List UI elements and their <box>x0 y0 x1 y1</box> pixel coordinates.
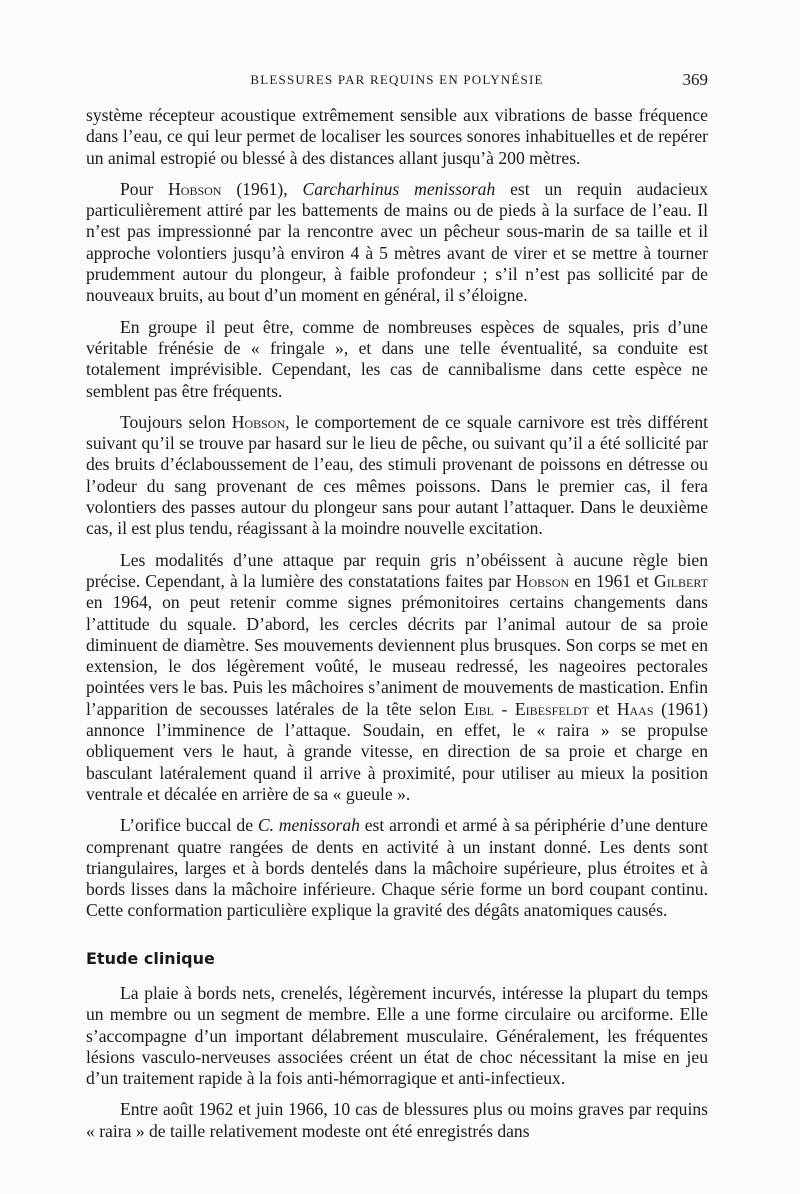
text-run: et <box>589 698 617 719</box>
paragraph-6 <box>86 815 708 921</box>
author-name: Hobson <box>515 570 570 591</box>
text-run: , le comportement de ce squale carnivore est très différent suivant qu’il se trouve par hasard sur le lieu de pêche, ou suivant qu’il a été sollicité par des bruits d’éclaboussement de l’eau, des stimuli provenant de poissons en détresse ou l’odeur du sang provenant de ces mêmes poissons. Dans le premier cas, il fera volontiers des passes autour du plongeur sans pour autant l’attaquer. Dans le deuxième cas, il est plus tendu, réagissant à la moindre nouvelle excitation. <box>86 411 709 539</box>
paragraph-1-text: système récepteur acoustique extrêmement sensible aux vibrations de basse fréquence dans l’eau, ce qui leur permet de localiser les sources sonores inhabituelles et de repérer un animal estropié ou blessé à des distances allant jusqu’à 200 mètres. <box>86 105 708 168</box>
section-heading: Etude clinique <box>86 948 215 968</box>
text-run: (1961), <box>221 178 303 199</box>
paragraph-7-text: La plaie à bords nets, crenelés, légèrement incurvés, intéresse la plupart du temps un membre ou un segment de membre. Elle a une forme circulaire ou arciforme. Elle s’accompagne d’un important délabrement musculaire. Généralement, les fréquentes lésions vasculo-nerveuses associées créent un état de choc nécessitant la mise en jeu d’un traitement rapide à la fois anti-hémorragique et anti-infectieux. <box>86 982 708 1089</box>
paragraph-3 <box>86 317 708 402</box>
text-run: est arrondi et armé à sa périphérie d’une denture comprenant quatre rangées de dents en activité à un instant donné. Les dents sont triangulaires, larges et à bords dentelés dans la mâchoire supérieure, plus étroites et à bords lisses dans la mâchoire inférieure. Chaque série forme un bord coupant continu. Cette conformation particulière explique la gravité des dégâts anatomiques causés. <box>86 815 708 921</box>
paragraph-4 <box>86 412 708 540</box>
text-run: en 1961 et <box>569 570 655 591</box>
paragraph-5 <box>86 550 708 806</box>
text-run: Les modalités d’une attaque par requin gris n’obéissent à aucune règle bien précise. Cependant, à la lumière des constatations faites par <box>86 549 708 591</box>
body-text <box>86 105 708 1152</box>
text-run: Toujours selon <box>120 411 232 432</box>
author-name: Hobson <box>168 178 222 199</box>
text-run: en 1964, on peut retenir comme signes prémonitoires certains changements dans l’attitude du squale. D’abord, les cercles décrits par l’animal autour de sa proie diminuent de diamètre. Ses mouvements deviennent plus brusques. Son corps se met en extension, le dos légèrement voûté, le museau redressé, les nageoires pectorales pointées vers le bas. Puis les mâchoires s’animent de mouvements de mastication. Enfin l’apparition de secousses latérales de la tête selon <box>86 592 708 719</box>
paragraph-7 <box>86 983 708 1089</box>
author-name: Gilbert <box>654 570 708 591</box>
paragraph-3-text: En groupe il peut être, comme de nombreuses espèces de squales, pris d’une véritable frénésie de « fringale », et dans une telle éventualité, sa conduite est totalement imprévisible. Cependant, les cas de cannibalisme dans cette espèce ne semblent pas être fréquents. <box>86 316 708 401</box>
text-run: est un requin audacieux particulièrement attiré par les battements de mains ou de pieds à la surface de l’eau. Il n’est pas impressionné par la rencontre avec un pêcheur sous-marin de sa taille et il approche volontiers jusqu’à environ 4 à 5 mètres avant de virer et se mettre à tourner prudemment autour du plongeur, à faible profondeur ; s’il n’est pas sollicité par de nouveaux bruits, au bout d’un moment en général, il s’éloigne. <box>86 178 709 306</box>
paragraph-8-text: Entre août 1962 et juin 1966, 10 cas de blessures plus ou moins graves par requins « raira » de taille relativement modeste ont été enregistrés dans <box>86 1099 708 1141</box>
running-header <box>86 70 708 94</box>
species-name: Carcharhinus menissorah <box>302 178 496 199</box>
text-run: L’orifice buccal de <box>120 815 258 836</box>
page-number: 369 <box>682 70 708 89</box>
paragraph-1 <box>86 105 708 169</box>
text-run: (1961) annonce l’imminence de l’attaque. Soudain, en effet, le « raira » se propulse obliquement vers le haut, à grande vitesse, en direction de sa proie et charge en basculant latéralement quand il arrive à proximité, pour utiliser au mieux la position ventrale et décalée en arrière de sa « gueule ». <box>86 698 708 804</box>
author-name: Eibl - Eibesfeldt <box>463 698 590 719</box>
text-run: Pour <box>120 178 169 199</box>
author-name: Hobson <box>231 411 286 432</box>
paragraph-8 <box>86 1099 708 1142</box>
species-name: C. menissorah <box>257 815 360 836</box>
paragraph-2 <box>86 179 708 307</box>
running-title: BLESSURES PAR REQUINS EN POLYNÉSIE <box>250 72 544 87</box>
author-name: Haas <box>616 698 654 719</box>
